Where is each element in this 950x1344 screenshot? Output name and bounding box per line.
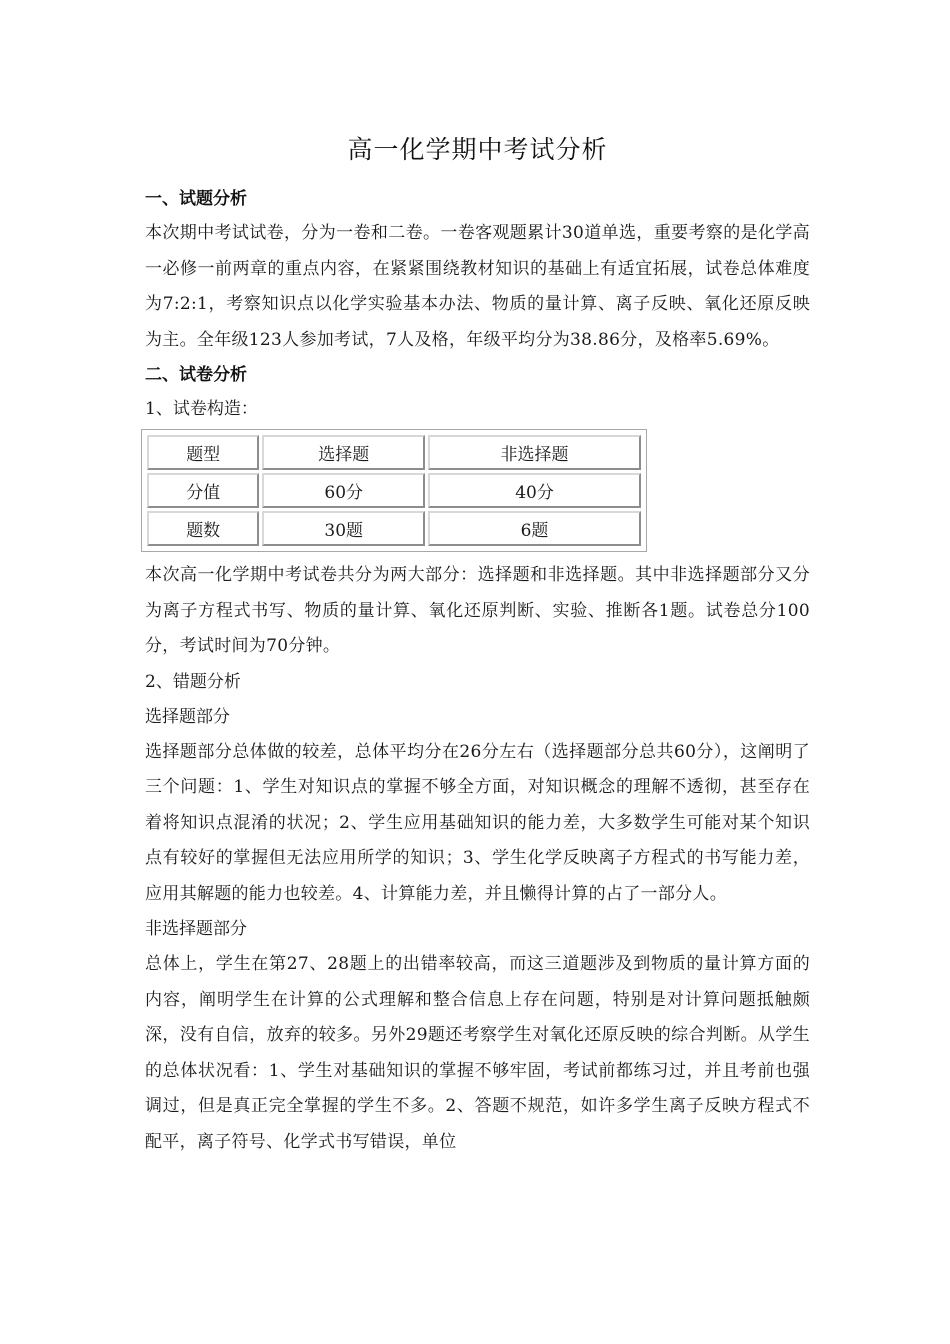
paper-structure-paragraph: 本次高一化学期中考试卷共分为两大部分：选择题和非选择题。其中非选择题部分又分为离子方程式书写、物质的量计算、氧化还原判断、实验、推断各1题。试卷总分100分，考试时间为70分钟。 <box>145 565 810 656</box>
table-row <box>147 473 641 508</box>
choice-section-label: 选择题部分 <box>145 706 230 727</box>
table-cell: 60分 <box>262 473 425 508</box>
table-cell: 6题 <box>428 511 641 546</box>
table-row <box>147 511 641 546</box>
table-cell: 非选择题 <box>428 435 641 470</box>
table-cell: 40分 <box>428 473 641 508</box>
nonchoice-section-label: 非选择题部分 <box>145 919 247 939</box>
document-title: 高一化学期中考试分析 <box>347 135 608 164</box>
table-cell: 30题 <box>262 511 425 546</box>
table-cell: 题数 <box>147 511 259 546</box>
paper-structure-table <box>141 429 647 552</box>
nonchoice-section-paragraph: 总体上，学生在第27、28题上的出错率较高，而这三道题涉及到物质的量计算方面的内容，阐明学生在计算的公式理解和整合信息上存在问题，特别是对计算问题抵触颇深，没有自信，放弃的较多。另外29题还考察学生对氧化还原反映的综合判断。从学生的总体状况看：1、学生对基础知识的掌握不够牢固，考试前都练习过，并且考前也强调过，但是真正完全掌握的学生不多。2、答题不规范，如许多学生离子反映方程式不配平，离子符号、化学式书写错误，单位 <box>145 954 810 1152</box>
section-heading-paper-analysis: 二、试卷分析 <box>145 365 247 385</box>
error-analysis-label: 2、错题分析 <box>145 671 241 692</box>
table-header-row <box>147 435 641 470</box>
document-page <box>145 128 810 1160</box>
table-cell: 分值 <box>147 473 259 508</box>
section-heading-question-analysis: 一、试题分析 <box>145 189 247 209</box>
table-cell: 选择题 <box>262 435 425 470</box>
table-cell: 题型 <box>147 435 259 470</box>
choice-section-paragraph: 选择题部分总体做的较差，总体平均分在26分左右（选择题部分总共60分），这阐明了三个问题：1、学生对知识点的掌握不够全方面，对知识概念的理解不透彻，甚至存在着将知识点混淆的状况；2、学生应用基础知识的能力差，大多数学生可能对某个知识点有较好的掌握但无法应用所学的知识；3、学生化学反映离子方程式的书写能力差，应用其解题的能力也较差。4、计算能力差，并且懒得计算的占了一部分人。 <box>145 741 810 904</box>
paper-structure-label: 1、试卷构造： <box>145 399 258 419</box>
question-analysis-paragraph: 本次期中考试试卷，分为一卷和二卷。一卷客观题累计30道单选，重要考察的是化学高一必修一前两章的重点内容，在紧紧围绕教材知识的基础上有适宜拓展，试卷总体难度为7:2:1，考察知识点以化学实验基本办法、物质的量计算、离子反映、氧化还原反映为主。全年级123人参加考试，7人及格，年级平均分为38.86分，及格率5.69%。 <box>145 223 810 350</box>
